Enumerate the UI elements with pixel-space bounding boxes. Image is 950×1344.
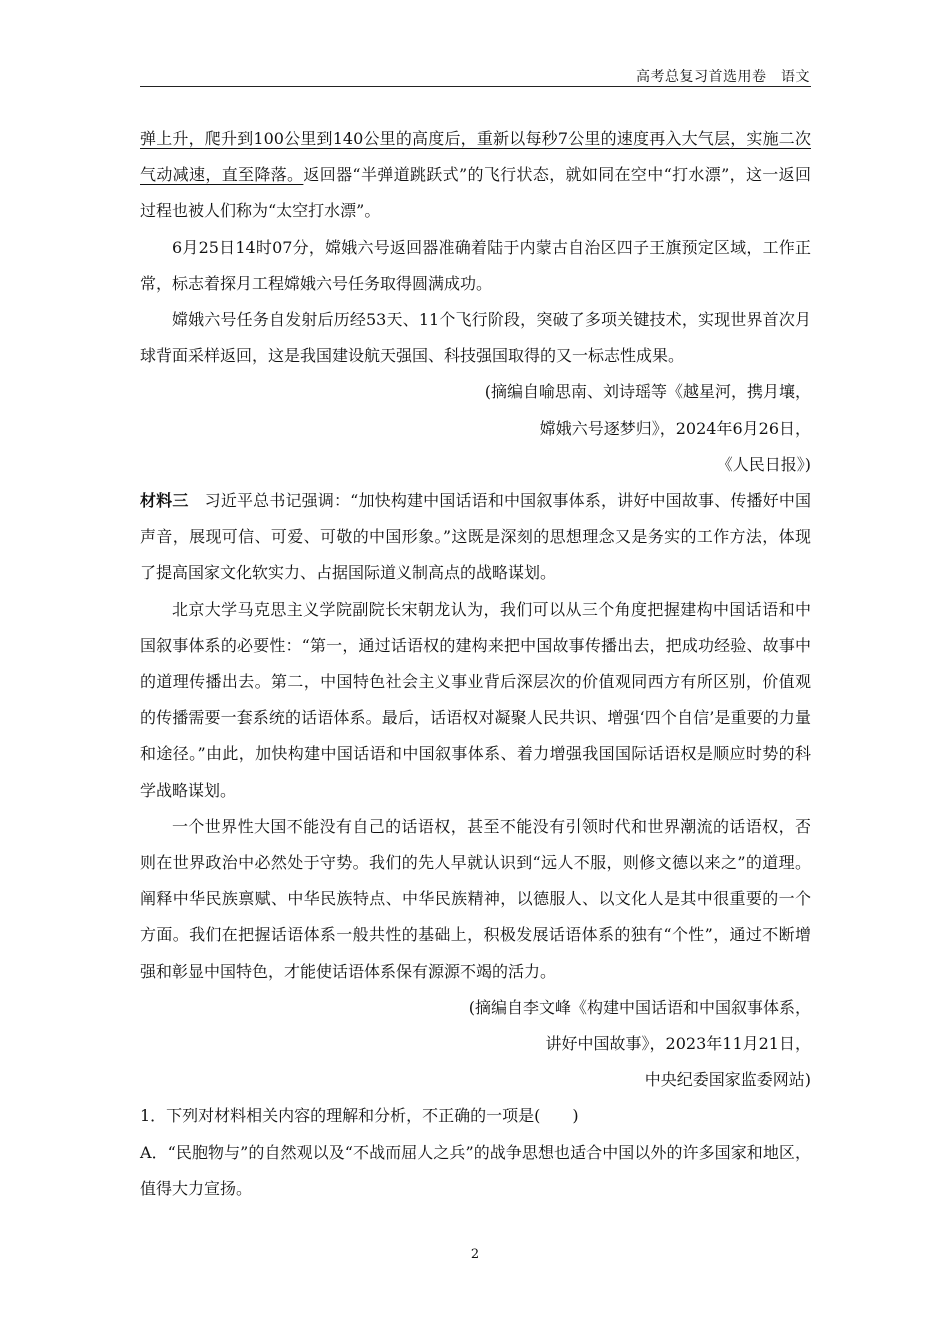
source-citation-line: 嫦娥六号逐梦归》，2024年6月26日， bbox=[539, 418, 811, 438]
paragraph-discourse-power: 一个世界性大国不能没有自己的话语权，甚至不能没有引领时代和世界潮流的话语权，否则在世界政治中必然处于守势。我们的先人早就认识到“远人不服，则修文德以来之”的道理。阐释中华民族禀赋、中华民族特点、中华民族精神，以德服人、以文化人是其中很重要的一个方面。我们在把握话语体系一般共性的基础上，积极发展话语体系的独有“个性”，通过不断增强和彰显中国特色，才能使话语体系保有源源不竭的活力。 bbox=[140, 816, 811, 981]
paragraph-text: 习近平总书记强调：“加快构建中国话语和中国叙事体系，讲好中国故事、传播好中国声音，展现可信、可爱、可敬的中国形象。”这既是深刻的思想理念又是务实的工作方法，体现了提高国家文化软实力、占据国际道义制高点的战略谋划。 bbox=[140, 491, 811, 583]
material-three-paragraph bbox=[140, 483, 811, 592]
source-citation-line: 《人民日报》) bbox=[716, 454, 811, 474]
paragraph-text: 返回器“半弹道跳跃式”的飞行状态，就如同在空中“打水漂”，这一返回过程也被人们称为“太空打水漂”。 bbox=[140, 165, 811, 221]
paragraph-touchdown: 6月25日14时07分，嫦娥六号返回器准确着陆于内蒙古自治区四子王旗预定区域，工作正常，标志着探月工程嫦娥六号任务取得圆满成功。 bbox=[140, 237, 811, 293]
paragraph-achievement: 嫦娥六号任务自发射后历经53天、11个飞行阶段，突破了多项关键技术，实现世界首次月球背面采样返回，这是我国建设航天强国、科技强国取得的又一标志性成果。 bbox=[140, 310, 811, 366]
running-header: 高考总复习首选用卷 语文 bbox=[636, 69, 810, 85]
underlined-sentence: 弹上升，爬升到100公里到140公里的高度后，重新以每秒7公里的速度再入大气层，实施二次气动减速，直至降落。 bbox=[140, 129, 811, 185]
header-rule bbox=[140, 86, 811, 87]
material-label: 材料三 bbox=[140, 491, 189, 511]
question-stem: 1．下列对材料相关内容的理解和分析，不正确的一项是( ) bbox=[140, 1106, 579, 1126]
source-citation-line: (摘编自喻思南、刘诗瑶等《越星河，携月壤， bbox=[484, 382, 811, 402]
source-citation-line: 讲好中国故事》，2023年11月21日， bbox=[545, 1034, 811, 1054]
source-citation-line: 中央纪委国家监委网站) bbox=[644, 1070, 811, 1090]
paragraph-landing bbox=[140, 121, 811, 230]
question-option-a: A．“民胞物与”的自然观以及“不战而屈人之兵”的战争思想也适合中国以外的许多国家和地区，值得大力宣扬。 bbox=[140, 1142, 811, 1198]
page-number: 2 bbox=[470, 1247, 480, 1262]
source-citation-line: (摘编自李文峰《构建中国话语和中国叙事体系， bbox=[468, 997, 811, 1017]
paragraph-discourse-necessity: 北京大学马克思主义学院副院长宋朝龙认为，我们可以从三个角度把握建构中国话语和中国叙事体系的必要性：“第一，通过话语权的建构来把中国故事传播出去，把成功经验、故事中的道理传播出去。第二，中国特色社会主义事业背后深层次的价值观同西方有所区别，价值观的传播需要一套系统的话语体系。最后，话语权对凝聚人民共识、增强‘四个自信’是重要的力量和途径。”由此，加快构建中国话语和中国叙事体系、着力增强我国国际话语权是顺应时势的科学战略谋划。 bbox=[140, 599, 811, 800]
document-body bbox=[140, 121, 811, 1207]
